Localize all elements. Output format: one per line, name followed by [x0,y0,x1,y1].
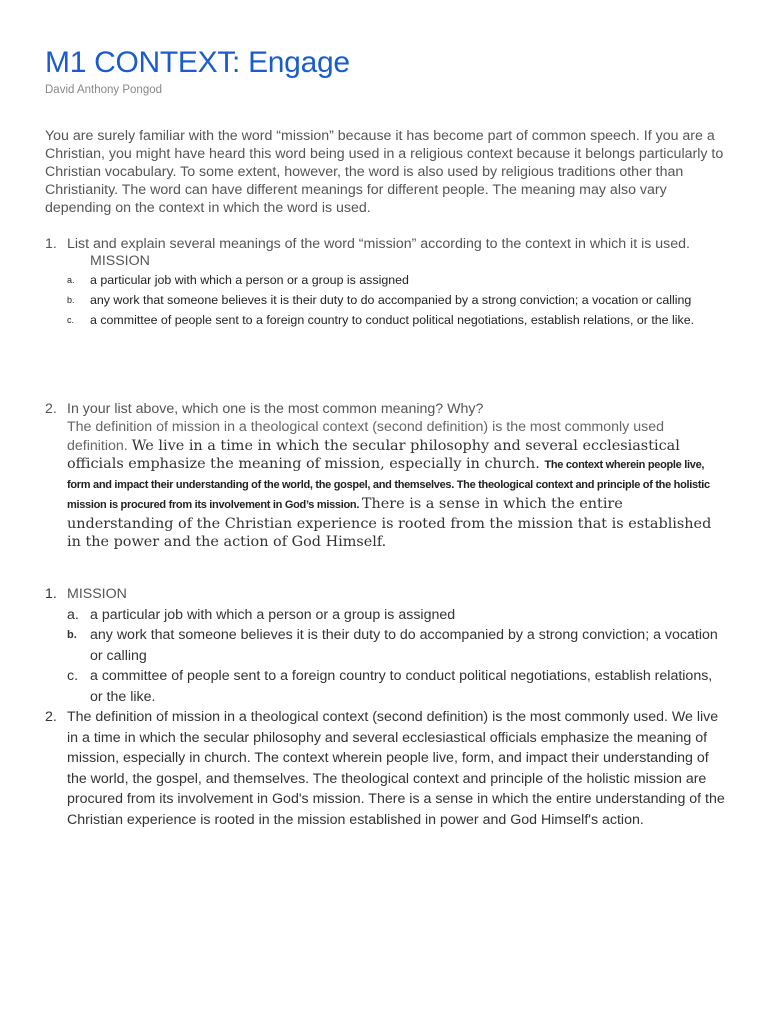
question-number: 2. [45,401,57,417]
item-letter: b. [67,629,77,641]
question-1 [45,235,725,330]
answer-part: The context wherein people live, form and impact their understanding of the world, the gospel, and themselves. The theological context and principle of the holistic mission is procured from its involvement in God’s mission. [67,459,710,511]
list-item [45,666,725,707]
item-number: 1. [45,586,57,602]
intro-paragraph: You are surely familiar with the word “mission” because it has become part of common speech. If you are a Christian, you might have heard this word being used in a religious context because it belongs particularly to Christian vocabulary. To some extent, however, the word is also used by religious traditions other than Christianity. The word can have different meanings for different people. The meaning may also vary depending on the context in which the word is used. [45,128,724,216]
answer-text [67,418,725,552]
item-text: any work that someone believes it is their duty to do accompanied by a strong conviction; a vocation or calling [90,627,718,664]
question-number: 1. [45,236,57,252]
list-item [45,605,725,626]
author: David Anthony Pongod [45,84,163,96]
question-text: In your list above, which one is the most common meaning? Why? [67,401,484,417]
answer-part: The definition of mission in a theological context (second definition) is the most commonly used definition. [67,419,664,454]
final-item-1 [45,584,725,605]
list-item [45,270,725,290]
item-letter: c. [67,315,75,325]
item-text: any work that someone believes it is their duty to do accompanied by a strong conviction; a vocation or calling [90,293,692,307]
answer-part: We live in a time in which the secular philosophy and several ecclesiastical officials emphasize the meaning of mission, especially in church. [67,437,680,473]
item-letter: a. [67,275,75,285]
list-item [45,310,725,330]
item-text: a particular job with which a person or a group is assigned [90,606,456,623]
item-number: 2. [45,709,57,725]
question-text: List and explain several meanings of the word “mission” according to the context in which it is used. [67,236,690,252]
final-answers [45,584,725,830]
list-heading: MISSION [90,253,150,269]
question-2 [45,400,725,552]
item-letter: c. [67,668,79,684]
answer-text: The definition of mission in a theological context (second definition) is the most commonly used. We live in a time in which the secular philosophy and several ecclesiastical officials emphasize the meaning of mission, especially in church. The context wherein people live, form, and impact their understanding of the world, the gospel, and themselves. The theological context and principle of the holistic mission are procured from its involvement in God's mission. There is a sense in which the entire understanding of the Christian experience is rooted in the mission established in power and God Himself's action. [67,709,725,828]
answer-part: There is a sense in which the entire understanding of the Christian experience is rooted from the mission that is established in the power and the action of God Himself. [67,495,712,551]
item-text: a committee of people sent to a foreign country to conduct political negotiations, establish relations, or the like. [90,313,695,327]
item-letter: a. [67,606,79,623]
item-text: a committee of people sent to a foreign country to conduct political negotiations, establish relations, or the like. [90,668,713,705]
item-letter: b. [67,295,75,305]
list-item [45,290,725,310]
list-heading: MISSION [67,586,127,602]
list-item [45,625,725,666]
item-text: a particular job with which a person or a group is assigned [90,273,409,287]
final-item-2 [45,707,725,830]
page-title: M1 CONTEXT: Engage [45,46,350,79]
